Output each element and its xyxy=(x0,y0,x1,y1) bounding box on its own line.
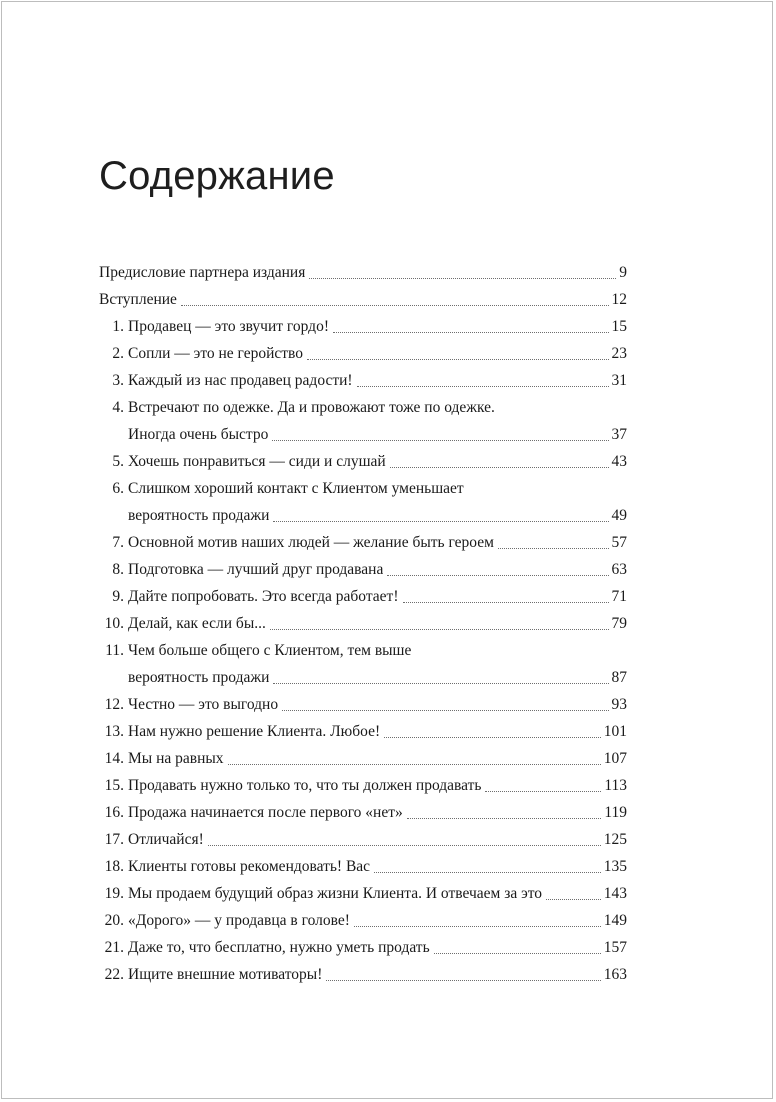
chapter-number: 1. xyxy=(112,318,124,335)
dot-leader xyxy=(326,970,600,981)
chapter-number: 4. xyxy=(112,399,124,416)
dot-leader xyxy=(309,268,616,279)
dot-leader xyxy=(181,295,609,306)
table-of-contents xyxy=(99,259,627,988)
toc-entry xyxy=(99,853,627,880)
toc-entry xyxy=(99,313,627,340)
chapter-number: 13. xyxy=(104,723,124,740)
chapter-number: 14. xyxy=(104,750,124,767)
page-number: 163 xyxy=(603,966,627,983)
page-number: 9 xyxy=(619,264,627,281)
page-number: 49 xyxy=(611,507,627,524)
dot-leader xyxy=(387,565,608,576)
toc-entry xyxy=(99,448,627,475)
chapter-title: Слишком хороший контакт с Клиентом уменьшает xyxy=(128,480,464,497)
page-number: 71 xyxy=(611,588,627,605)
chapter-title: Встречают по одежке. Да и провожают тоже по одежке. xyxy=(128,399,495,416)
toc-entry xyxy=(99,583,627,610)
toc-line xyxy=(99,502,627,529)
chapter-title: Ищите внешние мотиваторы! xyxy=(128,966,323,983)
toc-entry xyxy=(99,772,627,799)
toc-line xyxy=(99,691,627,718)
dot-leader xyxy=(273,511,608,522)
toc-line xyxy=(99,367,627,394)
chapter-title: Отличайся! xyxy=(128,831,204,848)
toc-line xyxy=(99,556,627,583)
chapter-number: 2. xyxy=(112,345,124,362)
toc-line xyxy=(99,610,627,637)
toc-line xyxy=(99,772,627,799)
dot-leader xyxy=(498,538,609,549)
chapter-title: Чем больше общего с Клиентом, тем выше xyxy=(128,642,412,659)
toc-entry xyxy=(99,394,627,448)
toc-entry xyxy=(99,826,627,853)
toc-entry xyxy=(99,610,627,637)
page-number: 15 xyxy=(611,318,627,335)
page-number: 149 xyxy=(603,912,627,929)
page-number: 87 xyxy=(611,669,627,686)
toc-entry xyxy=(99,529,627,556)
chapter-number: 3. xyxy=(112,372,124,389)
page-number: 12 xyxy=(611,291,627,308)
chapter-number: 12. xyxy=(104,696,124,713)
toc-entry xyxy=(99,907,627,934)
chapter-number: 15. xyxy=(104,777,124,794)
chapter-title: Продавец — это звучит гордо! xyxy=(128,318,329,335)
toc-line xyxy=(99,286,627,313)
chapter-title: вероятность продажи xyxy=(128,669,270,686)
dot-leader xyxy=(390,457,609,468)
chapter-number: 16. xyxy=(104,804,124,821)
chapter-title: Даже то, что бесплатно, нужно уметь продать xyxy=(128,939,430,956)
chapter-number: 8. xyxy=(112,561,124,578)
dot-leader xyxy=(374,862,601,873)
toc-line xyxy=(99,745,627,772)
toc-line xyxy=(99,421,627,448)
dot-leader xyxy=(403,592,609,603)
toc-line xyxy=(99,907,627,934)
toc-line xyxy=(99,448,627,475)
page-number: 107 xyxy=(603,750,627,767)
chapter-number: 5. xyxy=(112,453,124,470)
chapter-number: 10. xyxy=(104,615,124,632)
toc-line xyxy=(99,313,627,340)
toc-entry xyxy=(99,340,627,367)
toc-line xyxy=(99,583,627,610)
toc-entry xyxy=(99,367,627,394)
dot-leader xyxy=(307,349,608,360)
toc-entry xyxy=(99,718,627,745)
dot-leader xyxy=(384,727,601,738)
chapter-title: Сопли — это не геройство xyxy=(128,345,304,362)
chapter-number: 21. xyxy=(104,939,124,956)
chapter-number: 11. xyxy=(105,642,124,659)
chapter-number: 7. xyxy=(112,534,124,551)
chapter-title: Честно — это выгодно xyxy=(128,696,279,713)
chapter-title: Продавать нужно только то, что ты должен продавать xyxy=(128,777,482,794)
page-number: 43 xyxy=(611,453,627,470)
page-number: 143 xyxy=(603,885,627,902)
toc-line xyxy=(99,718,627,745)
chapter-title: вероятность продажи xyxy=(128,507,270,524)
toc-line xyxy=(99,529,627,556)
dot-leader xyxy=(407,808,602,819)
page-number: 125 xyxy=(603,831,627,848)
toc-entry xyxy=(99,745,627,772)
toc-entry xyxy=(99,691,627,718)
chapter-title: Продажа начинается после первого «нет» xyxy=(128,804,403,821)
dot-leader xyxy=(354,916,601,927)
page-number: 113 xyxy=(604,777,627,794)
page-number: 63 xyxy=(611,561,627,578)
toc-entry xyxy=(99,259,627,286)
toc-line xyxy=(99,637,627,664)
page-number: 119 xyxy=(604,804,627,821)
dot-leader xyxy=(434,943,601,954)
toc-line xyxy=(99,394,627,421)
chapter-title: Делай, как если бы... xyxy=(128,615,266,632)
toc-line xyxy=(99,340,627,367)
chapter-title: Дайте попробовать. Это всегда работает! xyxy=(128,588,399,605)
toc-line xyxy=(99,934,627,961)
dot-leader xyxy=(333,322,609,333)
toc-entry xyxy=(99,799,627,826)
toc-line xyxy=(99,880,627,907)
chapter-title: «Дорого» — у продавца в голове! xyxy=(128,912,350,929)
dot-leader xyxy=(272,430,608,441)
chapter-number: 18. xyxy=(104,858,124,875)
toc-line xyxy=(99,475,627,502)
chapter-title: Иногда очень быстро xyxy=(128,426,269,443)
page-title: Содержание xyxy=(99,154,335,198)
toc-entry xyxy=(99,934,627,961)
toc-line xyxy=(99,961,627,988)
page-number: 57 xyxy=(611,534,627,551)
chapter-number: 19. xyxy=(104,885,124,902)
chapter-title: Подготовка — лучший друг продавана xyxy=(128,561,384,578)
page-number: 23 xyxy=(611,345,627,362)
page-number: 31 xyxy=(611,372,627,389)
toc-entry xyxy=(99,637,627,691)
toc-line xyxy=(99,664,627,691)
dot-leader xyxy=(270,619,609,630)
chapter-title: Каждый из нас продавец радости! xyxy=(128,372,353,389)
toc-line xyxy=(99,799,627,826)
chapter-title: Основной мотив наших людей — желание быть героем xyxy=(128,534,494,551)
dot-leader xyxy=(208,835,601,846)
page-number: 79 xyxy=(611,615,627,632)
toc-line xyxy=(99,259,627,286)
dot-leader xyxy=(485,781,601,792)
toc-entry xyxy=(99,475,627,529)
chapter-number: 20. xyxy=(104,912,124,929)
chapter-number: 9. xyxy=(112,588,124,605)
chapter-number: 17. xyxy=(104,831,124,848)
chapter-title: Мы продаем будущий образ жизни Клиента. И отвечаем за это xyxy=(128,885,543,902)
dot-leader xyxy=(228,754,601,765)
dot-leader xyxy=(282,700,608,711)
chapter-number: 6. xyxy=(112,480,124,497)
chapter-number: 22. xyxy=(104,966,124,983)
chapter-title: Мы на равных xyxy=(128,750,224,767)
dot-leader xyxy=(546,889,601,900)
chapter-title: Хочешь понравиться — сиди и слушай xyxy=(128,453,386,470)
chapter-title: Предисловие партнера издания xyxy=(99,264,306,281)
dot-leader xyxy=(357,376,609,387)
toc-line xyxy=(99,826,627,853)
toc-entry xyxy=(99,961,627,988)
chapter-title: Нам нужно решение Клиента. Любое! xyxy=(128,723,381,740)
page-number: 93 xyxy=(611,696,627,713)
toc-entry xyxy=(99,556,627,583)
chapter-title: Клиенты готовы рекомендовать! Вас xyxy=(128,858,371,875)
dot-leader xyxy=(273,673,608,684)
page-number: 37 xyxy=(611,426,627,443)
toc-entry xyxy=(99,286,627,313)
toc-line xyxy=(99,853,627,880)
chapter-title: Вступление xyxy=(99,291,177,308)
page-number: 157 xyxy=(603,939,627,956)
page-number: 101 xyxy=(603,723,627,740)
page-number: 135 xyxy=(603,858,627,875)
toc-entry xyxy=(99,880,627,907)
